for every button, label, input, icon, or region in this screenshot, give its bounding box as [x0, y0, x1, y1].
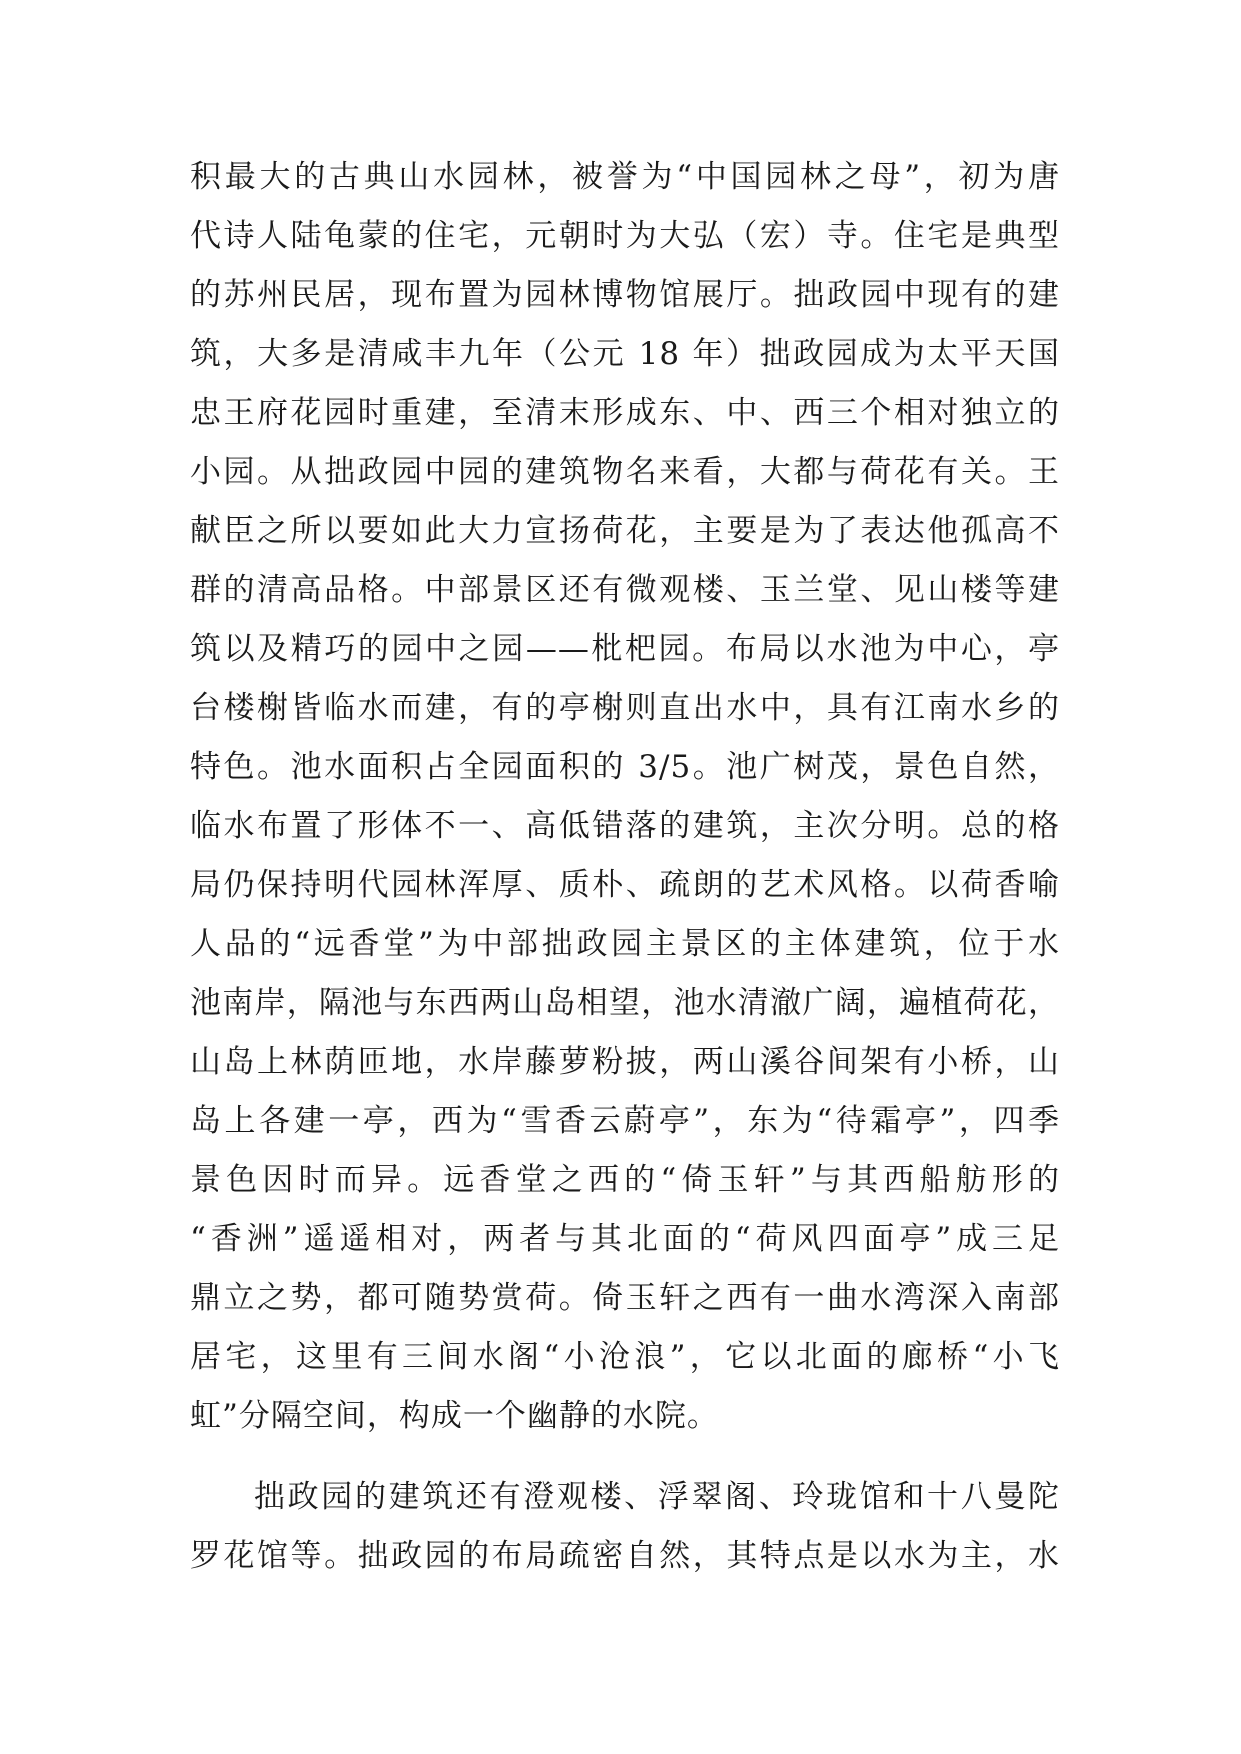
text-line: 筑以及精巧的园中之园——枇杷园。布局以水池为中心，亭: [190, 631, 1060, 667]
text-line: 特色。池水面积占全园面积的 3/5。池广树茂，景色自然，: [190, 749, 1060, 785]
text-line: 献臣之所以要如此大力宣扬荷花，主要是为了表达他孤高不: [190, 513, 1060, 549]
text-line: 筑，大多是清咸丰九年（公元 18 年）拙政园成为太平天国: [190, 336, 1060, 372]
text-line: 山岛上林荫匝地，水岸藤萝粉披，两山溪谷间架有小桥，山: [190, 1044, 1060, 1080]
text-line: 虹”分隔空间，构成一个幽静的水院。: [190, 1398, 719, 1434]
paragraph: [190, 1468, 1060, 1586]
text-line: 池南岸，隔池与东西两山岛相望，池水清澈广阔，遍植荷花，: [190, 985, 1060, 1021]
text-line: 小园。从拙政园中园的建筑物名来看，大都与荷花有关。王: [190, 454, 1060, 490]
text-line: 台楼榭皆临水而建，有的亭榭则直出水中，具有江南水乡的: [190, 690, 1060, 726]
text-line: 群的清高品格。中部景区还有微观楼、玉兰堂、见山楼等建: [190, 572, 1060, 608]
text-line: 居宅，这里有三间水阁“小沧浪”，它以北面的廊桥“小飞: [190, 1339, 1060, 1375]
text-line: 临水布置了形体不一、高低错落的建筑，主次分明。总的格: [190, 808, 1060, 844]
text-line: 局仍保持明代园林浑厚、质朴、疏朗的艺术风格。以荷香喻: [190, 867, 1060, 903]
text-line: 罗花馆等。拙政园的布局疏密自然，其特点是以水为主，水: [190, 1538, 1060, 1574]
text-line: 拙政园的建筑还有澄观楼、浮翠阁、玲珑馆和十八曼陀: [254, 1479, 1060, 1515]
text-line: 代诗人陆龟蒙的住宅，元朝时为大弘（宏）寺。住宅是典型: [190, 218, 1060, 254]
body-text: [190, 148, 1060, 1586]
text-line: “香洲”遥遥相对，两者与其北面的“荷风四面亭”成三足: [190, 1221, 1060, 1257]
text-line: 人品的“远香堂”为中部拙政园主景区的主体建筑，位于水: [190, 926, 1060, 962]
text-line: 积最大的古典山水园林，被誉为“中国园林之母”，初为唐: [190, 159, 1060, 195]
paragraph: [190, 148, 1060, 1446]
text-line: 鼎立之势，都可随势赏荷。倚玉轩之西有一曲水湾深入南部: [190, 1280, 1060, 1316]
text-line: 忠王府花园时重建，至清末形成东、中、西三个相对独立的: [190, 395, 1060, 431]
text-line: 景色因时而异。远香堂之西的“倚玉轩”与其西船舫形的: [190, 1162, 1060, 1198]
text-line: 岛上各建一亭，西为“雪香云蔚亭”，东为“待霜亭”，四季: [190, 1103, 1060, 1139]
paragraph-gap: [190, 1446, 1060, 1468]
text-line: 的苏州民居，现布置为园林博物馆展厅。拙政园中现有的建: [190, 277, 1060, 313]
